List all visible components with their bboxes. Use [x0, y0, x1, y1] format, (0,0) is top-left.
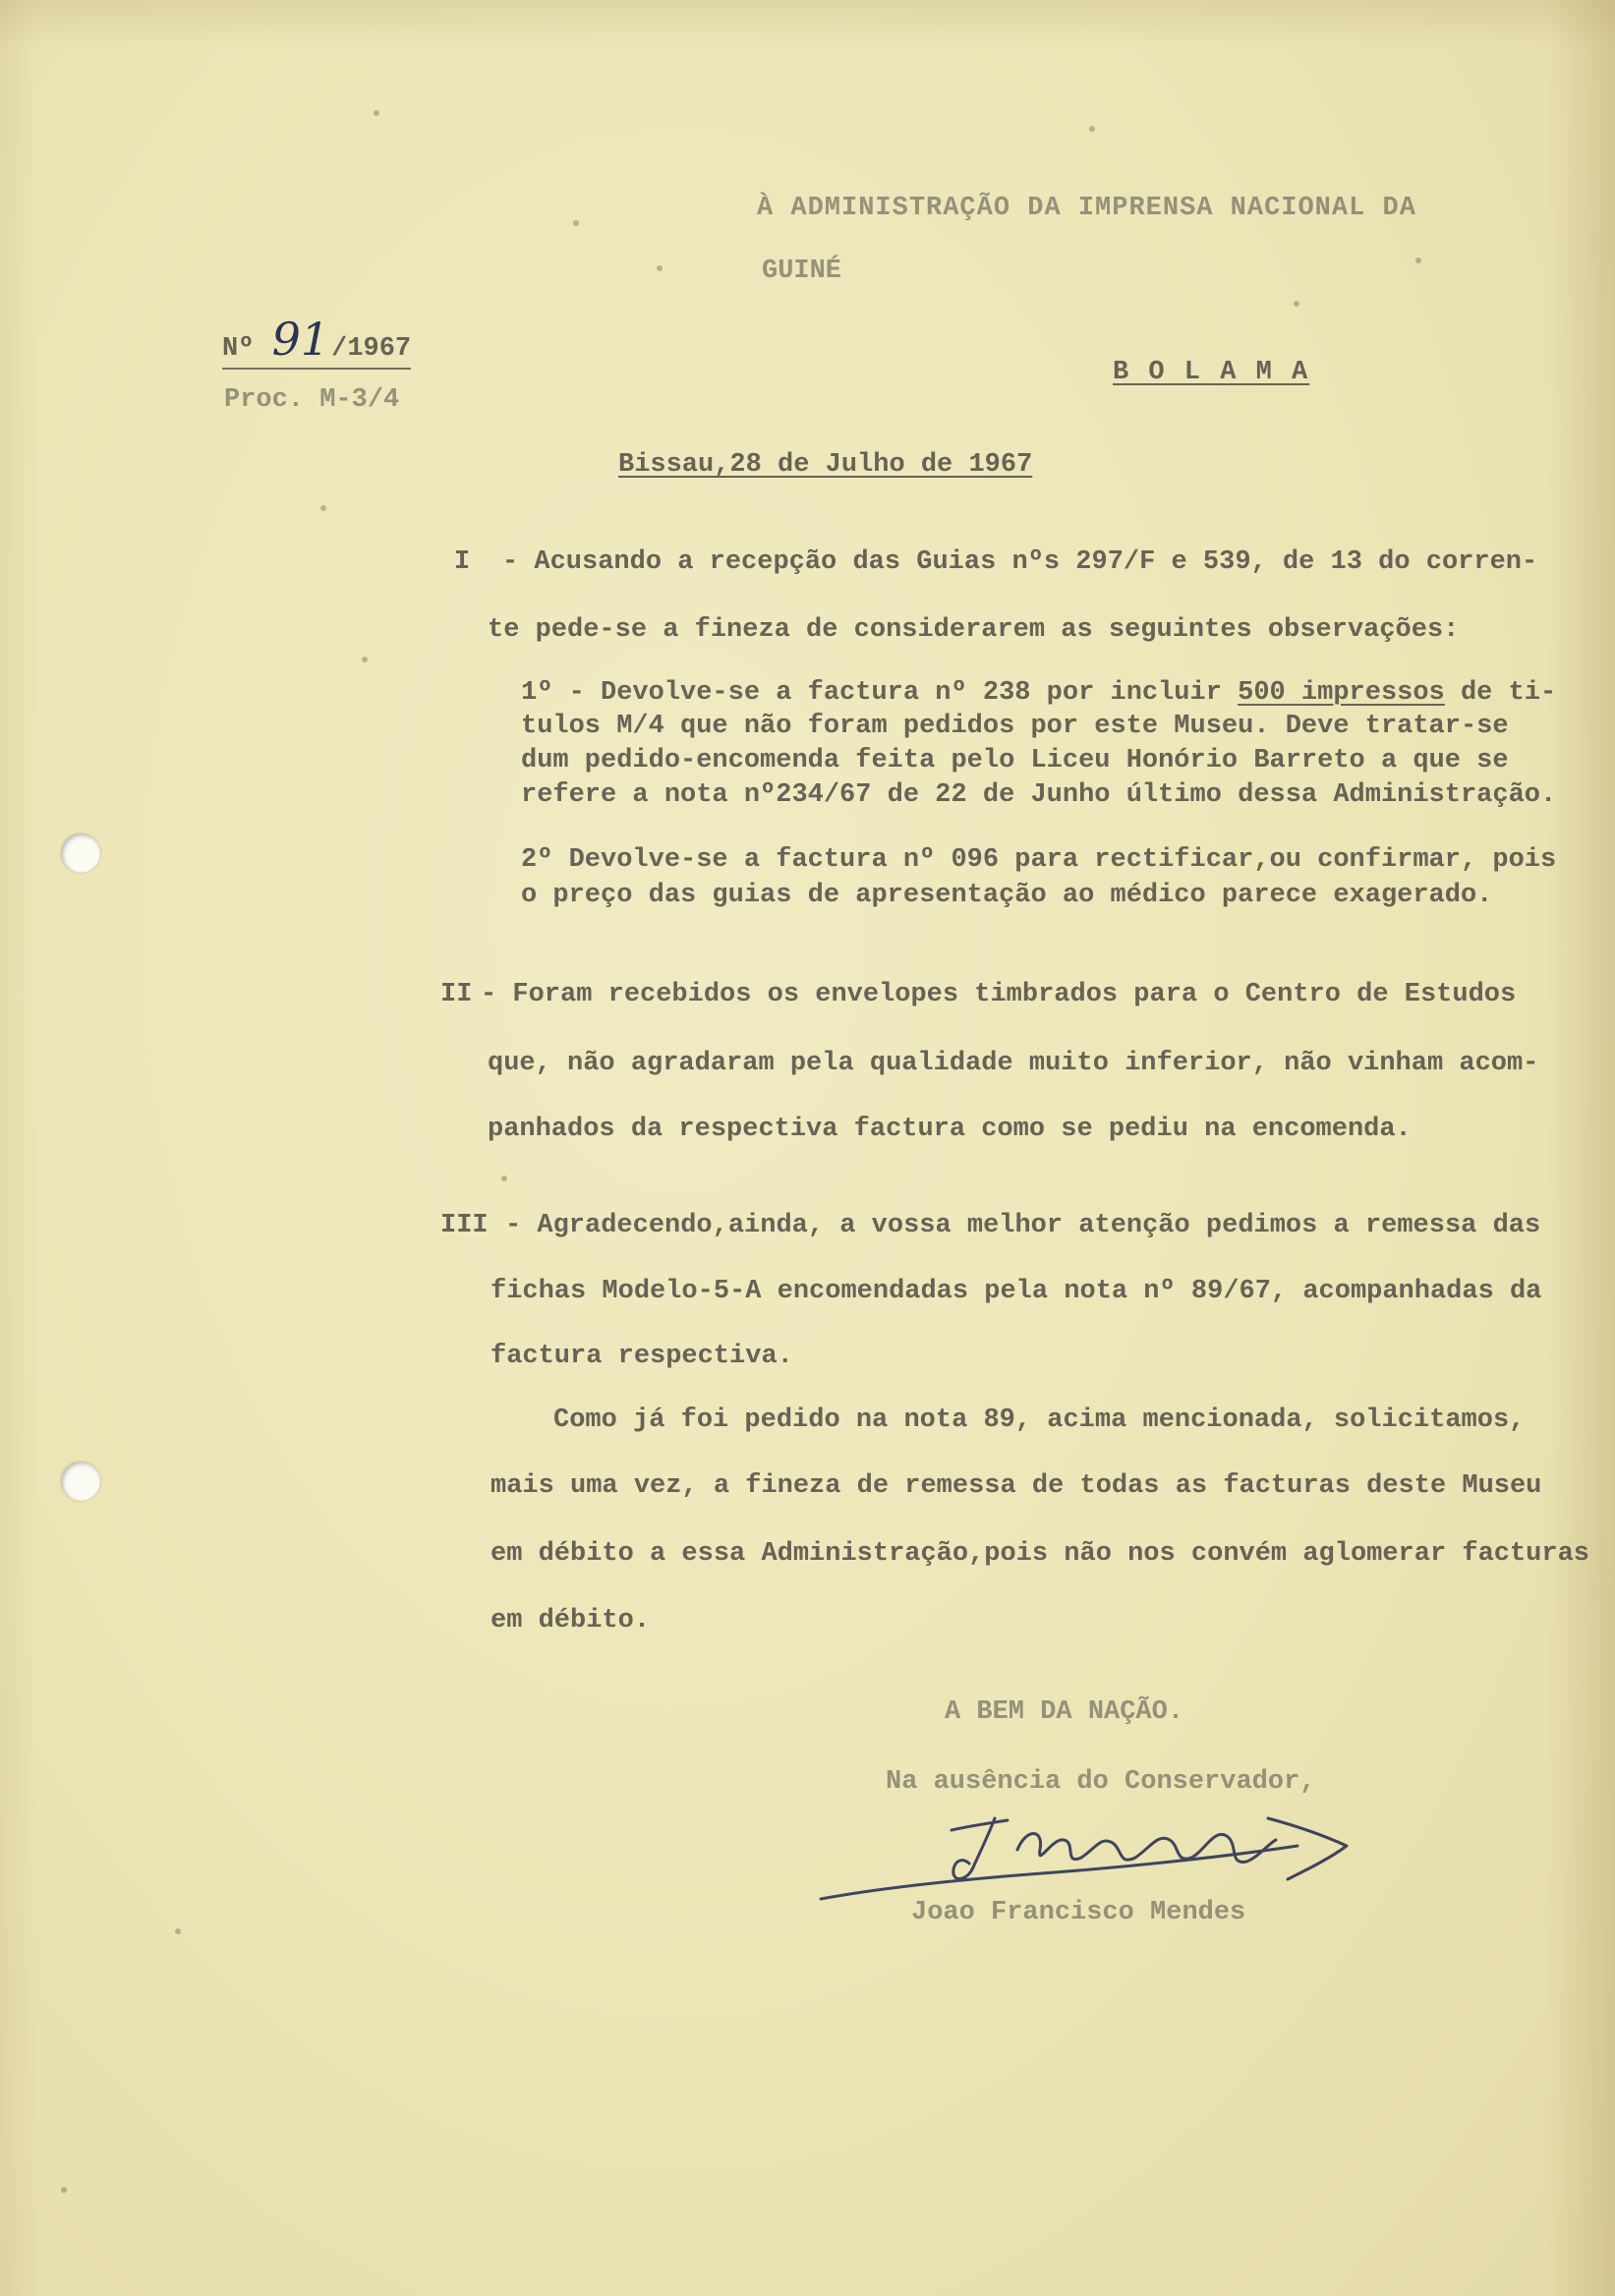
- section-iii-line: - Agradecendo,ainda, a vossa melhor atenção pedimos a remessa das: [505, 1211, 1541, 1240]
- signature-stroke: [1017, 1834, 1276, 1863]
- item-1-line: refere a nota nº234/67 de 22 de Junho último dessa Administração.: [521, 780, 1557, 810]
- section-i-numeral: I: [454, 547, 471, 577]
- process-reference: Proc. M-3/4: [224, 385, 400, 415]
- paper-speck: [362, 657, 368, 662]
- section-i-line: te pede-se a fineza de considerarem as seguintes observações:: [488, 615, 1460, 645]
- salutation: A BEM DA NAÇÃO.: [945, 1697, 1184, 1727]
- closing-paragraph-line: mais uma vez, a fineza de remessa de todas as facturas deste Museu: [490, 1471, 1542, 1501]
- section-iii-line: factura respectiva.: [490, 1342, 793, 1371]
- paper-speck: [657, 265, 663, 271]
- closing-paragraph-line: em débito a essa Administração,pois não nos convém aglomerar facturas: [490, 1539, 1589, 1569]
- document-date: Bissau,28 de Julho de 1967: [618, 450, 1033, 480]
- item-1-line: tulos M/4 que não foram pedidos por este Museu. Deve tratar-se: [521, 712, 1509, 741]
- item-2-line: 2º Devolve-se a factura nº 096 para rectificar,ou confirmar, pois: [521, 845, 1557, 875]
- signature-stroke: [821, 1846, 1298, 1899]
- section-iii-line: fichas Modelo-5-A encomendadas pela nota nº 89/67, acompanhadas da: [490, 1277, 1542, 1306]
- paper-speck: [320, 505, 326, 511]
- closing-paragraph-line: em débito.: [490, 1606, 651, 1636]
- section-ii-line: que, não agradaram pela qualidade muito inferior, não vinham acom-: [488, 1049, 1539, 1078]
- section-ii-numeral: II: [440, 980, 473, 1009]
- paper-speck: [1294, 301, 1299, 307]
- section-iii-numeral: III: [440, 1211, 489, 1240]
- item-1-underlined-quantity: 500 impressos: [1238, 678, 1445, 708]
- item-1-text-before: 1º - Devolve-se a factura nº 238 por incluir: [521, 678, 1239, 708]
- item-2-line: o preço das guias de apresentação ao médico parece exagerado.: [521, 881, 1493, 910]
- paper-speck: [1415, 258, 1421, 263]
- reference-number: [222, 313, 411, 370]
- section-i-line: - Acusando a recepção das Guias nºs 297/F e 539, de 13 do corren-: [502, 547, 1538, 577]
- paper-speck: [501, 1176, 507, 1181]
- recipient-city: B O L A M A: [1113, 358, 1310, 387]
- closing-paragraph-line: Como já foi pedido na nota 89, acima mencionada, solicitamos,: [553, 1406, 1526, 1435]
- paper-speck: [175, 1928, 181, 1934]
- section-ii-line: panhados da respectiva factura como se pediu na encomenda.: [488, 1115, 1412, 1144]
- item-1-line: dum pedido-encomenda feita pelo Liceu Honório Barreto a que se: [521, 746, 1509, 775]
- recipient-line-2: GUINÉ: [762, 257, 842, 286]
- paper-speck: [374, 110, 379, 116]
- reference-year: /1967: [331, 334, 412, 364]
- paper-speck: [1089, 126, 1095, 132]
- paper-speck: [61, 2187, 67, 2193]
- punch-hole-lower: [61, 1462, 100, 1501]
- item-1-text-after: de ti-: [1444, 678, 1557, 708]
- item-1-line: [521, 678, 1556, 709]
- punch-hole-upper: [61, 833, 100, 873]
- section-ii-line: - Foram recebidos os envelopes timbrados para o Centro de Estudos: [481, 980, 1517, 1009]
- reference-prefix: Nº: [222, 334, 270, 364]
- handwritten-reference-number: 91: [271, 313, 330, 366]
- signatory-name: Joao Francisco Mendes: [911, 1898, 1246, 1927]
- signature-stroke: [952, 1820, 1008, 1830]
- on-behalf-line: Na ausência do Conservador,: [886, 1767, 1316, 1797]
- paper-speck: [573, 220, 579, 226]
- recipient-line-1: À ADMINISTRAÇÃO DA IMPRENSA NACIONAL DA: [757, 194, 1416, 223]
